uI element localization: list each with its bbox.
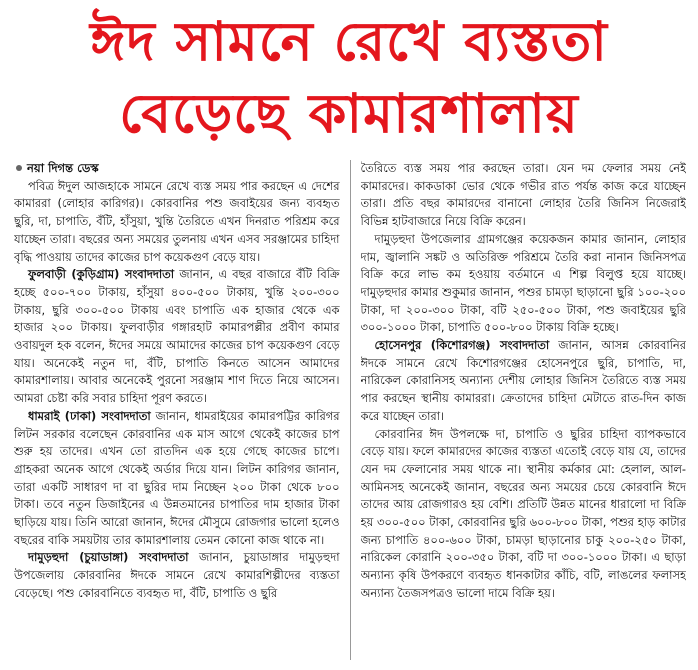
article-paragraph [14, 266, 340, 408]
article-paragraph [14, 549, 340, 602]
article-body [14, 160, 686, 660]
byline-text: নয়া দিগন্ত ডেস্ক [27, 161, 99, 175]
article-paragraph [361, 337, 687, 426]
paragraph-text: জানান, এ বছর বাজারে বঁটি বিক্রি হচ্ছে ৫০০-৭০০ টাকায়, হাঁসুয়া ৪০০-৫০০ টাকায়, খুন্তি ২০০-৩০০ টাকায়, ছুরি ৩০০-৫০০ টাকায় এবং চাপাতি এক হাজার থেকে এক হাজার ২০০ টাকায়। ফুলবাড়ীর গঙ্গারহাট কামারপল্লীর প্রবীণ কামার ওবায়দুল হক বলেন, ঈদের সময়ে আমাদের কাজের চাপ কয়েকগুণ বেড়ে যায়। অনেকেই নতুন দা, বঁটি, চাপাতি কিনতে আসেন আমাদের কামারশালায়। আবার অনেকেই পুরনো সরঞ্জাম শাণ দিতে নিয়ে আসেন। আমরা চেষ্টা করি সবার চাহিদা পূরণ করতে। [14, 267, 340, 406]
article-paragraph [361, 160, 687, 231]
article-paragraph [361, 426, 687, 603]
article-paragraph [361, 231, 687, 337]
byline [14, 160, 340, 178]
paragraph-text: দামুড়হুদা উপজেলার গ্রামগঞ্জের কয়েকজন কামার জানান, লোহার দাম, জ্বালানি সঙ্কট ও অতিরিক্ত পরিশ্রমে তৈরি করা নানান জিনিসপত্র বিক্রি করে লাভ কম হওয়ায় বর্তমানে এ শিল্প বিলুপ্ত হয়ে যাচ্ছে। দামুড়হুদার কামার শুকুমার জানান, পশুর চামড়া ছাড়ানো ছুরি ১০০-২০০ টাকা, দা ২০০-৩০০ টাকা, বটি ২৫০-৫০০ টাকা, পশু জবাইয়ের ছুরি ৩০০-১০০০ টাকা, চাপাতি ৫০০-৮০০ টাকায় বিক্রি হচ্ছে। [360, 231, 686, 335]
headline-line-2: বেড়েছে কামারশালায় [119, 82, 579, 145]
paragraph-text: কোরবানির ঈদ উপলক্ষে দা, চাপাতি ও ছুরির চাহিদা ব্যাপকভাবে বেড়ে যায়। ফলে কামারদের কাজের ব্যস্ততা এতোই বেড়ে যায় যে, তাদের যেন দম ফেলানোর সময় থাকে না। স্থানীয় কর্মকার মো: হেলাল, আল-আমিনসহ অনেকেই জানান, বছরের অন্য সময়ের চেয়ে কোরবানি ঈদে তাদের আয় রোজগারও হয় বেশি। প্রতিটি উন্নত মানের ধারালো দা বিক্রি হয় ৩০০-৫০০ টাকা, কোরবানির ছুরি ৬০০-৮০০ টাকা, পশুর হাড় কাটার জন্য চাপাতি ৪০০-৬০০ টাকা, চামড়া ছাড়ানোর চাকু ২০০-২৫০ টাকা, নারিকেল কোরানি ২০০-৩৫০ টাকা, বটি দা ৩০০-১০০০ টাকা। এ ছাড়া অন্যান্য কৃষি উপকরণে ব্যবহৃত ধানকাটার কাঁচি, বটি, লাঙলের ফলাসহ অন্যান্য তৈজসপত্রও ভালো দামে বিক্রি হয়। [360, 426, 686, 600]
headline [0, 6, 698, 150]
bullet-icon [16, 165, 22, 171]
correspondent-lead: হোসেনপুর (কিশোরগঞ্জ) সংবাদদাতা [374, 338, 550, 353]
column-divider [350, 160, 351, 660]
paragraph-text: জানান, ধামরাইয়ের কামারপট্টির কারিগর লিটন সরকার বলেছেন কোরবানির এক মাস আগে থেকেই কাজের চাপ শুরু হয় তাদের। এখন তো রাতদিন এক হয়ে গেছে কাজের চাপে। গ্রাহকরা অনেক আগে থেকেই অর্ডার দিয়ে যান। লিটন কারিগর জানান, তারা একটি সাধারণ দা বা ছুরির দাম নিচ্ছেন ২০০ টাকা থেকে ৮০০ টাকা। তবে নতুন ডিজাইনের এ উন্নতমানের চাপাতির দাম হাজার টাকা ছাড়িয়ে যায়। তিনি আরো জানান, ঈদের মৌসুমে রোজগার ভালো হলেও বছরের বাকি সময়টায় তার কামারশালায় তেমন কোনো কাজ থাকে না। [14, 408, 340, 547]
headline-line-1: ঈদ সামনে রেখে ব্যস্ততা [90, 10, 608, 73]
article-paragraph [14, 408, 340, 550]
paragraph-text: জানান, চুয়াডাঙ্গার দামুড়হুদা উপজেলায় কোরবানির ঈদকে সামনে রেখে কামারশিল্পীদের ব্যস্ততা বেড়েছে। পশু কোরবানিতে ব্যবহৃত দা, বঁটি, চাপাতি ও ছুরি [14, 550, 340, 600]
paragraph-text: জানান, আসন্ন কোরবানির ঈদকে সামনে রেখে কিশোরগঞ্জের হোসেনপুরে ছুরি, চাপাতি, দা, নারিকেল কোরানিসহ অন্যান্য দেশীয় লোহার জিনিস তৈরিতে ব্যস্ত সময় পার করছেন স্থানীয় কামাররা। ক্রেতাদের চাহিদা মেটাতে রাত-দিন কাজ করে যাচ্ছেন তারা। [360, 338, 686, 423]
paragraph-text: তৈরিতে ব্যস্ত সময় পার করছেন তারা। যেন দম ফেলার সময় নেই কামারদের। কাকডাকা ভোর থেকে গভীর রাত পর্যন্ত কাজ করে যাচ্ছেন তারা। প্রতি বছর কামারদের বানানো লোহার তৈরি জিনিস নিজেরাই বিভিন্ন হাটবাজারে নিয়ে বিক্রি করেন। [360, 161, 686, 229]
article-column-right [361, 160, 687, 660]
correspondent-lead: ফুলবাড়ী (কুড়িগ্রাম) সংবাদদাতা [28, 267, 175, 282]
correspondent-lead: দামুড়হুদা (চুয়াডাঙ্গা) সংবাদদাতা [28, 550, 189, 565]
correspondent-lead: ধামরাই (ঢাকা) সংবাদদাতা [28, 408, 151, 423]
paragraph-text: পবিত্র ঈদুল আজহাকে সামনে রেখে ব্যস্ত সময় পার করছেন এ দেশের কামাররা (লোহার কারিগর)। কোরবানির পশু জবাইয়ের জন্য ব্যবহৃত ছুরি, দা, চাপাতি, বঁটি, হাঁসুয়া, খুন্তি তৈরিতে এখন দিনরাত পরিশ্রম করে যাচ্ছেন তারা। বছরের অন্য সময়ের তুলনায় এখন এসব সরঞ্জামের চাহিদা বৃদ্ধি পাওয়ায় তাদের কাজের চাপ কয়েকগুণ বেড়ে যায়। [14, 178, 340, 264]
article-column-left [14, 160, 340, 660]
article-paragraph [14, 178, 340, 267]
